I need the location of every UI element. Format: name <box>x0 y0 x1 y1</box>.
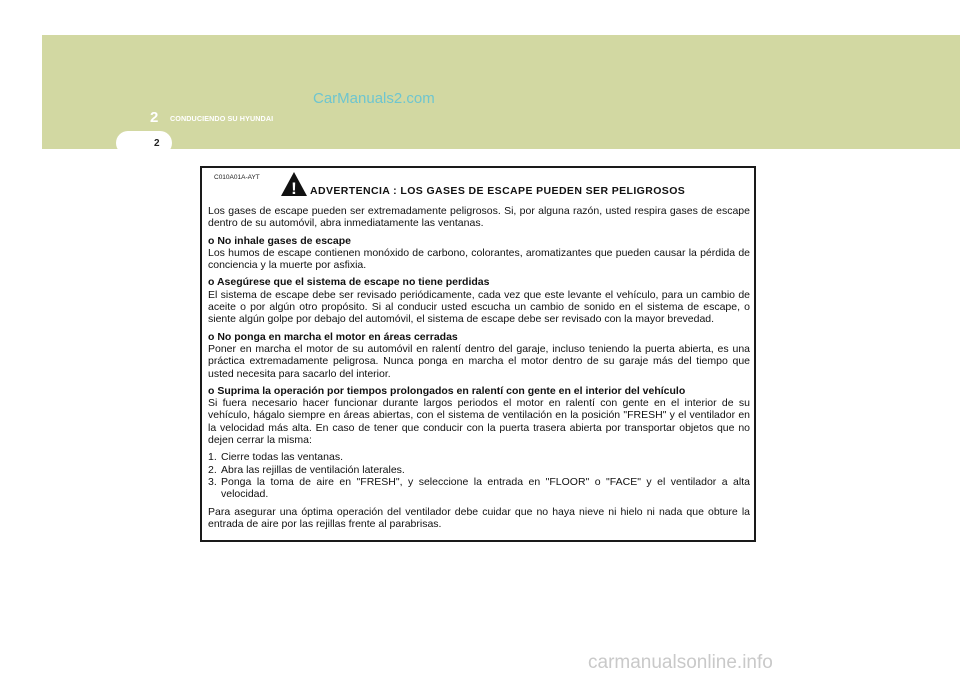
warning-section <box>208 235 750 272</box>
step-text: Abra las rejillas de ventilación laterales. <box>221 463 405 476</box>
warning-section <box>208 331 750 380</box>
list-item <box>208 451 750 463</box>
section-text: Poner en marcha el motor de su automóvil en ralentí dentro del garaje, incluso teniendo la puerta abierta, es una práctica extremadamente peligrosa. Nunca ponga en marcha el motor dentro de su garaje más del tiempo que usted necesita para sacarlo del interior. <box>208 342 750 380</box>
steps-list <box>208 451 750 500</box>
exclamation-warning-icon <box>280 171 308 202</box>
section-text: Si fuera necesario hacer funcionar durante largos periodos el motor en ralentí con gente en el interior de su vehículo, hágalo siempre en áreas abiertas, con el sistema de ventilación en la posición "FRESH" y el ventilador en la velocidad más alta. En caso de tener que conducir con la puerta trasera abierta por transportar objetos que no dejen cerrar la misma: <box>208 397 750 447</box>
warning-section <box>208 276 750 325</box>
page-number: 2 <box>154 138 160 149</box>
step-number: 1. <box>208 451 217 464</box>
watermark-bottom[interactable]: carmanualsonline.info <box>588 652 773 673</box>
page-number-tab <box>116 131 172 155</box>
list-item <box>208 464 750 476</box>
step-number: 3. <box>208 475 217 488</box>
warning-icon-symbol: ! <box>291 179 297 197</box>
warning-box <box>200 166 756 542</box>
warning-intro: Los gases de escape pueden ser extremadamente peligrosos. Si, por alguna razón, usted respira gases de escape dentro de su automóvil, abra inmediatamente las ventanas. <box>208 205 750 230</box>
warning-body <box>208 205 750 535</box>
watermark-top[interactable]: CarManuals2.com <box>313 90 435 107</box>
section-number: 2 <box>150 109 159 126</box>
section-heading: o No inhale gases de escape <box>208 234 351 247</box>
section-text: Los humos de escape contienen monóxido de carbono, colorantes, aromatizantes que pueden causar la pérdida de conciencia y la muerte por asfixia. <box>208 246 750 272</box>
section-heading: o No ponga en marcha el motor en áreas cerradas <box>208 330 458 343</box>
header-band <box>42 35 960 149</box>
step-text: Ponga la toma de aire en "FRESH", y seleccione la entrada en "FLOOR" o "FACE" y el ventilador a alta velocidad. <box>221 475 750 501</box>
warning-closing: Para asegurar una óptima operación del ventilador debe cuidar que no haya nieve ni hielo ni nada que obture la entrada de aire por las rejillas frente al parabrisas. <box>208 505 750 530</box>
warning-title: ADVERTENCIA : LOS GASES DE ESCAPE PUEDEN SER PELIGROSOS <box>310 185 686 197</box>
warning-section <box>208 385 750 446</box>
reference-code: C010A01A-AYT <box>214 174 260 181</box>
step-text: Cierre todas las ventanas. <box>221 451 343 464</box>
section-heading: o Asegúrese que el sistema de escape no tiene perdidas <box>208 276 490 289</box>
section-text: El sistema de escape debe ser revisado periódicamente, cada vez que este levante el vehículo, para un cambio de aceite o por algún otro propósito. Si al conducir usted escucha un cambio de sonido en el sistema de escape, o siente algún golpe por debajo del automóvil, el sistema de escape debe ser revisado con la mayor brevedad. <box>208 288 750 326</box>
section-title: CONDUCIENDO SU HYUNDAI <box>170 114 274 123</box>
section-heading: o Suprima la operación por tiempos prolongados en ralentí con gente en el interior del vehículo <box>208 384 686 397</box>
step-number: 2. <box>208 463 217 476</box>
list-item <box>208 476 750 501</box>
